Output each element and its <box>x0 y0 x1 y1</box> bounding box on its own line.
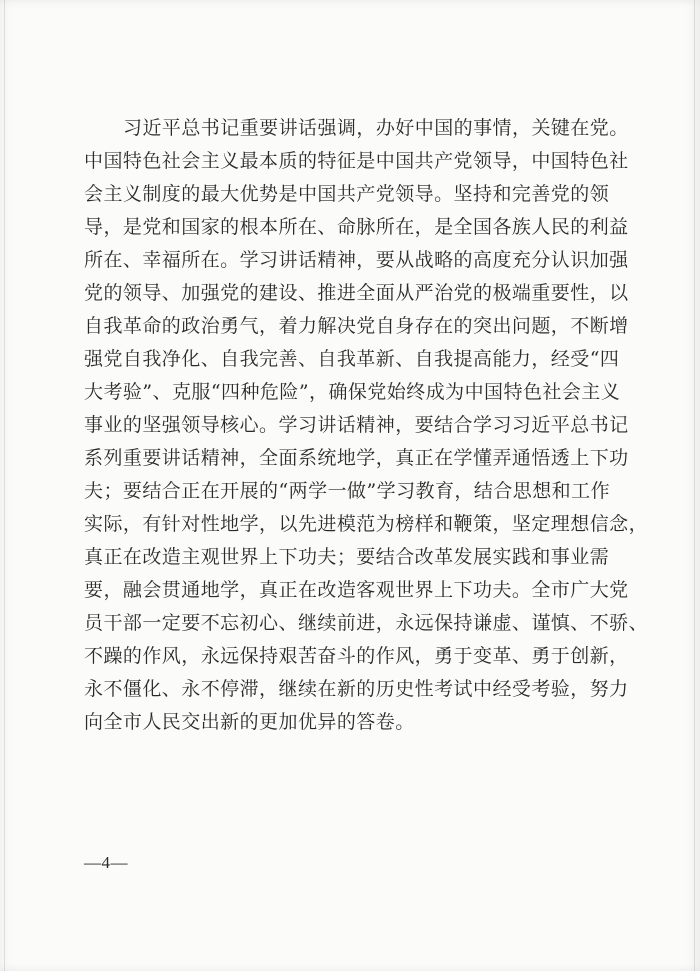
scan-edge-right <box>694 0 695 971</box>
page-number: —4— <box>84 853 128 872</box>
body-paragraph <box>84 112 649 739</box>
text-line: 导，是党和国家的根本所在、命脉所在，是全国各族人民的利益 <box>84 216 629 238</box>
text-line: 要，融会贯通地学，真正在改造客观世界上下功夫。全市广大党 <box>84 579 629 601</box>
text-line: 强党自我净化、自我完善、自我革新、自我提高能力，经受“四 <box>84 348 620 370</box>
text-line: 事业的坚强领导核心。学习讲话精神，要结合学习习近平总书记 <box>84 414 629 436</box>
text-line: 习近平总书记重要讲话强调，办好中国的事情，关键在党。 <box>123 117 629 139</box>
text-line: 所在、幸福所在。学习讲话精神，要从战略的高度充分认识加强 <box>84 249 629 271</box>
text-line: 会主义制度的最大优势是中国共产党领导。坚持和完善党的领 <box>84 183 610 205</box>
text-line: 大考验”、克服“四种危险”，确保党始终成为中国特色社会主义 <box>84 381 621 403</box>
text-line: 系列重要讲话精神，全面系统地学，真正在学懂弄通悟透上下功 <box>84 447 629 469</box>
text-line: 实际，有针对性地学，以先进模范为榜样和鞭策，坚定理想信念， <box>84 513 649 535</box>
text-line: 中国特色社会主义最本质的特征是中国共产党领导，中国特色社 <box>84 150 629 172</box>
text-line: 永不僵化、永不停滞，继续在新的历史性考试中经受考验，努力 <box>84 678 629 700</box>
text-line: 向全市人民交出新的更加优异的答卷。 <box>84 711 415 733</box>
text-line: 自我革命的政治勇气，着力解决党自身存在的突出问题，不断增 <box>84 315 629 337</box>
text-line: 不躁的作风，永远保持艰苦奋斗的作风，勇于变革、勇于创新， <box>84 645 629 667</box>
text-line: 党的领导、加强党的建设、推进全面从严治党的极端重要性，以 <box>84 282 629 304</box>
text-line: 夫；要结合正在开展的“两学一做”学习教育，结合思想和工作 <box>84 480 611 502</box>
text-line: 真正在改造主观世界上下功夫；要结合改革发展实践和事业需 <box>84 546 610 568</box>
text-line: 员干部一定要不忘初心、继续前进，永远保持谦虚、谨慎、不骄、 <box>84 612 649 634</box>
scan-edge-left <box>4 0 5 971</box>
